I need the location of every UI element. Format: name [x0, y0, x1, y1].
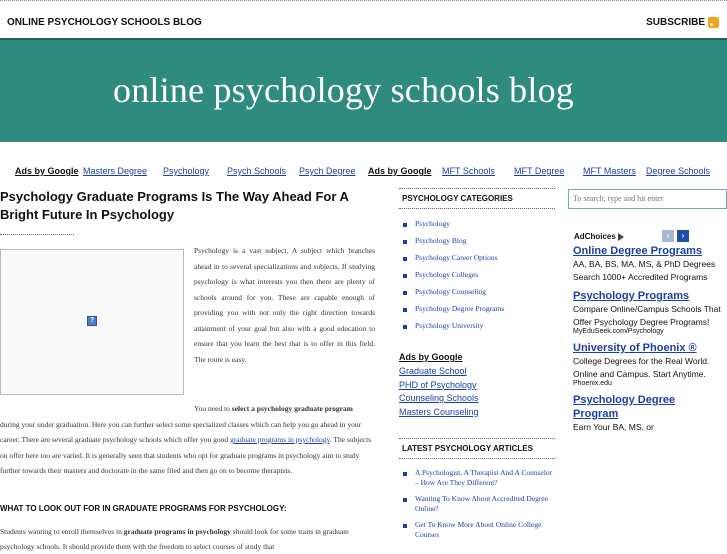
category-link[interactable]: Psychology Career Options: [399, 249, 555, 266]
post-content: [0, 188, 378, 551]
category-link[interactable]: Psychology: [399, 215, 555, 232]
adchoices-link[interactable]: [574, 232, 624, 241]
middle-sidebar: [399, 188, 555, 539]
post-title[interactable]: Psychology Graduate Programs Is The Way Ahead For A Bright Future In Psychology: [0, 189, 349, 222]
category-link[interactable]: Psychology Colleges: [399, 266, 555, 283]
subscribe-link[interactable]: [646, 17, 719, 28]
ads-by-google-label[interactable]: Ads by Google: [15, 166, 79, 176]
ad-link[interactable]: Masters Counseling: [399, 406, 479, 417]
site-name-link[interactable]: ONLINE PSYCHOLOGY SCHOOLS BLOG: [7, 17, 202, 28]
title-divider: [0, 234, 74, 235]
ads-by-google-label[interactable]: Ads by Google: [399, 352, 463, 362]
ad-link[interactable]: Psych Degree: [299, 166, 356, 176]
search-input[interactable]: [568, 189, 727, 209]
ad-link[interactable]: MFT Degree: [514, 166, 565, 176]
ad-link[interactable]: MFT Schools: [442, 166, 495, 176]
rss-icon[interactable]: [708, 17, 719, 28]
subscribe-label: SUBSCRIBE: [646, 17, 705, 28]
paragraph-text: during your under graduation. Here you can further select some specialized classes which can help you go ahead in your career. There are several graduate psychology schools which offer you good: [0, 419, 362, 444]
ad-title-link[interactable]: University of Phoenix ®: [573, 342, 697, 354]
top-bar: [0, 0, 727, 40]
google-ads-list: [573, 244, 723, 440]
ad-link[interactable]: Psychology: [163, 166, 210, 176]
ad-link[interactable]: Graduate School: [399, 366, 467, 376]
ad-title-link[interactable]: Online Degree Programs: [573, 245, 702, 257]
ad-link[interactable]: Psych Schools: [227, 166, 287, 176]
ad-link[interactable]: Degree Schools: [646, 166, 711, 176]
article-link[interactable]: Wanting To Know About Accredited Degree Online?: [399, 491, 555, 517]
chevron-right-icon[interactable]: ›: [677, 230, 689, 242]
broken-image-icon: ?: [87, 316, 97, 326]
article-link[interactable]: A Psychologist, A Therapist And A Counselor – How Are They Different?: [399, 465, 555, 491]
category-link[interactable]: Psychology Degree Programs: [399, 300, 555, 317]
article-link[interactable]: Get To Know More About Online College Courses: [399, 517, 555, 543]
paragraph-text: Students wanting to enroll themselves in: [0, 527, 122, 536]
ad-link[interactable]: Counseling Schools: [399, 393, 479, 403]
ads-by-google-label[interactable]: Ads by Google: [368, 166, 432, 176]
latest-articles-list: [399, 465, 555, 543]
category-link[interactable]: Psychology Counseling: [399, 283, 555, 300]
right-sidebar: [568, 188, 727, 432]
post-paragraph: [0, 401, 378, 479]
ad-title-link[interactable]: Psychology Degree Program: [573, 394, 676, 420]
ad-link[interactable]: MFT Masters: [583, 166, 636, 176]
categories-heading: PSYCHOLOGY CATEGORIES: [399, 188, 555, 209]
post-image-placeholder: [0, 249, 184, 395]
ad-link[interactable]: Masters Degree: [83, 166, 148, 176]
ad-description: Compare Online/Campus Schools That Offer Psychology Degree Programs!: [573, 304, 721, 327]
bold-text: graduate programs in psychology: [123, 527, 231, 536]
ad-title-link[interactable]: Psychology Programs: [573, 290, 690, 302]
ad-unit: [573, 393, 723, 434]
ad-description: Earn Your BA, MS, or: [573, 422, 654, 432]
post-paragraph: Psychology is a vast subject. A subject which branches ahead in to several specializations and subjects. If studying psychology is what interests you then there are plenty of schools around for you. These are capable enough of providing you with not only the right direction towards attainment of your goal but also with a good education to ensure that you learn the best that is to offer in this field. The route is easy.: [194, 246, 375, 364]
chevron-left-icon[interactable]: ‹: [662, 230, 674, 242]
ad-unit: [573, 244, 723, 283]
header-banner: [0, 38, 727, 142]
ad-url[interactable]: Phoenix.edu: [573, 380, 612, 387]
paragraph-text: You need to: [194, 404, 230, 413]
ad-description: College Degrees for the Real World. Online and Campus. Start Anytime.: [573, 356, 710, 379]
ad-nav-buttons: [662, 230, 689, 242]
bold-link-text: select a psychology graduate program: [231, 404, 353, 413]
ad-links-bar: [0, 164, 727, 178]
category-link[interactable]: Psychology Blog: [399, 232, 555, 249]
graduate-programs-link[interactable]: graduate programs in psychology: [230, 435, 330, 444]
ad-unit: [573, 289, 723, 335]
adchoices-label: AdChoices: [574, 232, 616, 241]
categories-list: [399, 215, 555, 334]
ad-description: AA, BA, BS, MA, MS, & PhD Degrees Search 1000+ Accredited Programs: [573, 259, 716, 282]
section-subheading: WHAT TO LOOK OUT FOR IN GRADUATE PROGRAMS FOR PSYCHOLOGY:: [0, 504, 287, 513]
ad-url[interactable]: MyEduSeek.com/Psychology: [573, 328, 664, 335]
category-link[interactable]: Psychology University: [399, 317, 555, 334]
ad-link[interactable]: PHD of Psychology: [399, 379, 477, 390]
ad-unit: [573, 341, 723, 387]
paragraph-text: . The subjects on offer here too are varied. It is generally seen that students who opt for graduate programs in psychology aim to study further towards their masters and doctorate in the same filed and then go on to become therapists.: [0, 435, 372, 475]
paragraph-text: should look for some traits in graduate psychology schools. It should provide them with the freedom to select courses of study that: [0, 527, 349, 551]
banner-title[interactable]: online psychology schools blog: [113, 70, 574, 110]
sidebar-ad-links: [399, 352, 555, 419]
adchoices-icon: [618, 233, 624, 241]
latest-articles: [399, 438, 555, 543]
post-paragraph: [0, 524, 378, 554]
latest-articles-heading: LATEST PSYCHOLOGY ARTICLES: [399, 438, 555, 459]
